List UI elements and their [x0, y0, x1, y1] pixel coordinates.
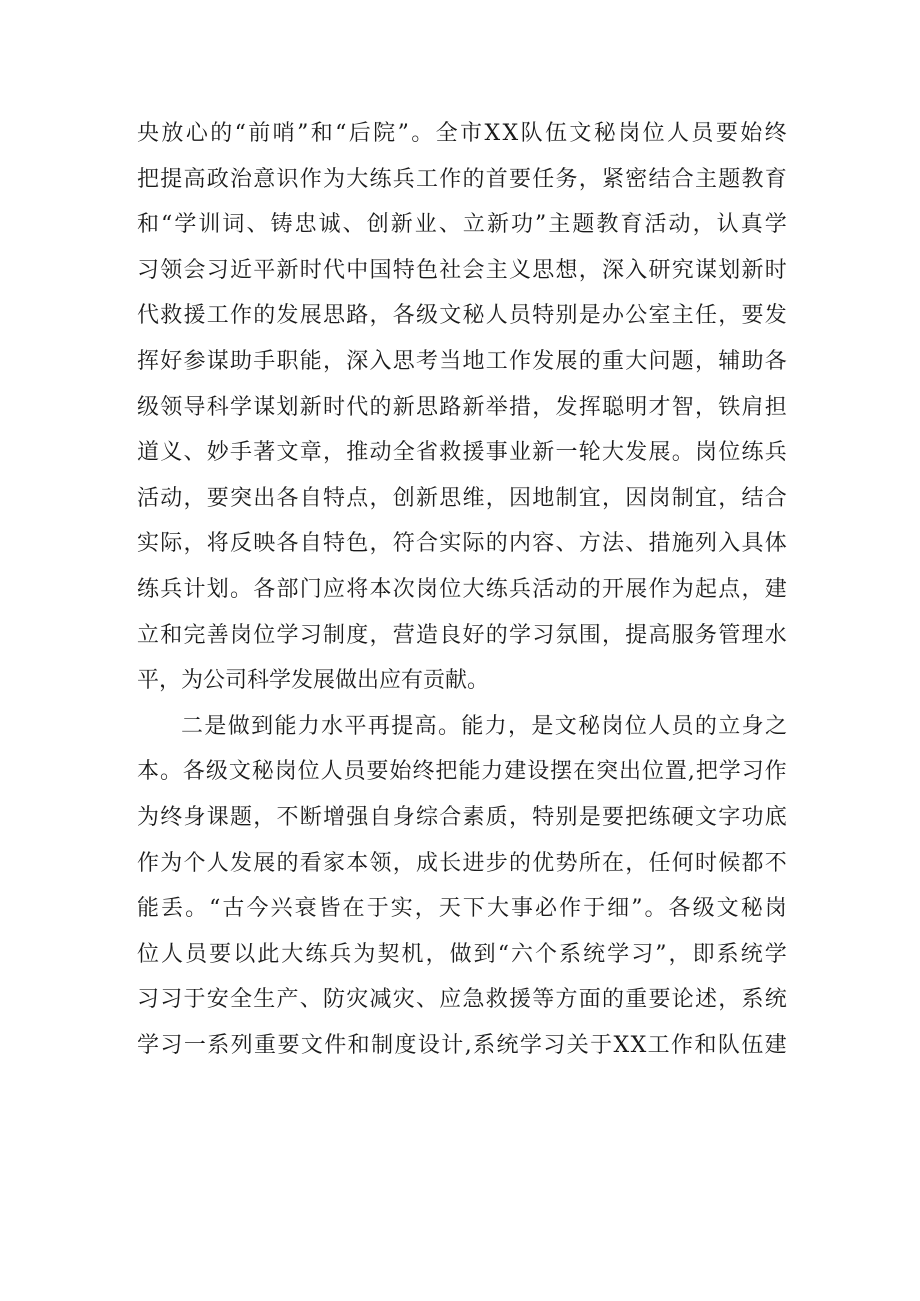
text-line: 道 义 、 妙 手 著 文 章 ， 推 动 全 省 救 援 事 业 新 一 轮 大 发 展 。 岗 位 练 兵: [137, 440, 787, 466]
text-line: 代 救 援 工 作 的 发 展 思 路 ， 各 级 文 秘 人 员 特 别 是 办 公 室 主 任 ， 要 发: [137, 303, 787, 329]
text-line: 能 丢 。 “ 古 今 兴 衰 皆 在 于 实 ， 天 下 大 事 必 作 于 细 ” 。 各 级 文 秘 岗: [137, 896, 787, 922]
text-line: 央 放 心 的 “ 前 哨 ” 和 “ 后 院 ” 。 全 市 X X 队 伍 文 秘 岗 位 人 员 要 始 终: [137, 121, 787, 146]
body-text: [137, 111, 787, 1068]
text-line: 为 终 身 课 题 ， 不 断 增 强 自 身 综 合 素 质 ， 特 别 是 要 把 练 硬 文 字 功 底: [137, 804, 787, 830]
paragraph-start-line: 二 是 做 到 能 力 水 平 再 提 高 。 能 力 ， 是 文 秘 岗 位 人 员 的 立 身 之: [181, 713, 787, 739]
text-line: 作 为 个 人 发 展 的 看 家 本 领 ， 成 长 进 步 的 优 势 所 在 ， 任 何 时 候 都 不: [137, 850, 787, 876]
text-line: 立 和 完 善 岗 位 学 习 制 度 ， 营 造 良 好 的 学 习 氛 围 ， 提 高 服 务 管 理 水: [137, 622, 787, 648]
text-line: 学 习 一 系 列 重 要 文 件 和 制 度 设 计 , 系 统 学 习 关 于 X X 工 作 和 队 伍 建: [137, 1032, 787, 1058]
text-line: 习 领 会 习 近 平 新 时 代 中 国 特 色 社 会 主 义 思 想 ， 深 入 研 究 谋 划 新 时: [137, 257, 787, 283]
text-line: 本 。 各 级 文 秘 岗 位 人 员 要 始 终 把 能 力 建 设 摆 在 突 出 位 置 , 把 学 习 作: [137, 759, 787, 785]
text-line: 挥 好 参 谋 助 手 职 能 ， 深 入 思 考 当 地 工 作 发 展 的 重 大 问 题 ， 辅 助 各: [137, 348, 787, 374]
text-line: 级 领 导 科 学 谋 划 新 时 代 的 新 思 路 新 举 措 ， 发 挥 聪 明 才 智 ， 铁 肩 担: [137, 394, 787, 420]
text-line: 练 兵 计 划 。 各 部 门 应 将 本 次 岗 位 大 练 兵 活 动 的 开 展 作 为 起 点 ， 建: [137, 576, 787, 602]
text-line: 活 动 ， 要 突 出 各 自 特 点 ， 创 新 思 维 ， 因 地 制 宜 ， 因 岗 制 宜 ， 结 合: [137, 485, 787, 511]
paragraph-end-line: 平，为公司科学发展做出应有贡献。: [137, 668, 490, 694]
text-line: 位 人 员 要 以 此 大 练 兵 为 契 机 ， 做 到 “ 六 个 系 统 学 习 ” ， 即 系 统 学: [137, 941, 787, 967]
text-line: 把 提 高 政 治 意 识 作 为 大 练 兵 工 作 的 首 要 任 务 ， 紧 密 结 合 主 题 教 育: [137, 166, 787, 192]
text-line: 习 习 于 安 全 生 产 、 防 灾 减 灾 、 应 急 救 援 等 方 面 的 重 要 论 述 ， 系 统: [137, 987, 787, 1013]
text-line: 实 际 ， 将 反 映 各 自 特 色 ， 符 合 实 际 的 内 容 、 方 法 、 措 施 列 入 具 体: [137, 531, 787, 557]
text-line: 和 “ 学 训 词 、 铸 忠 诚 、 创 新 业 、 立 新 功 ” 主 题 教 育 活 动 ， 认 真 学: [137, 212, 787, 238]
